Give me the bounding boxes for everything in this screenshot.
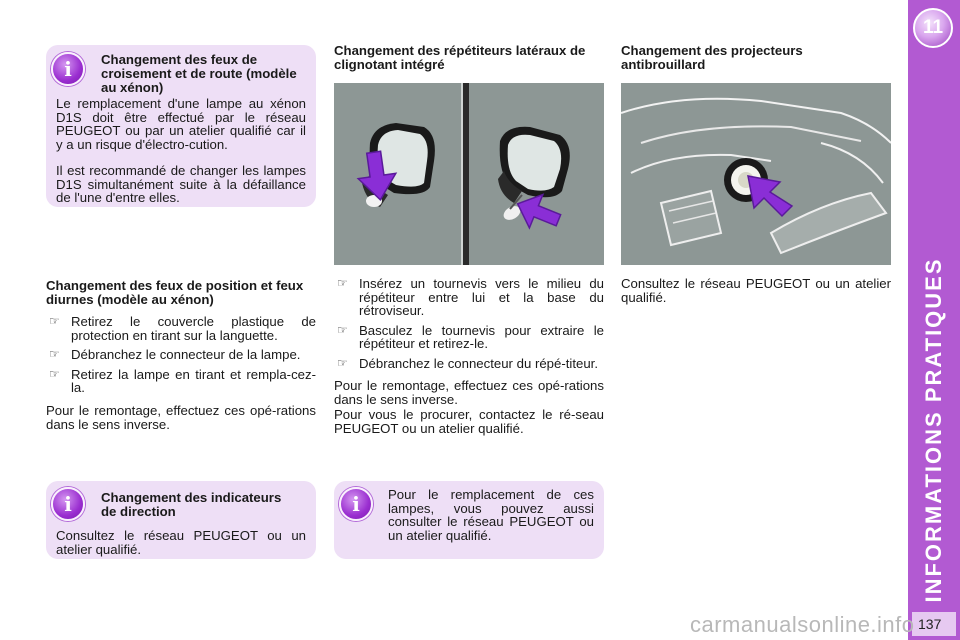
xenon-paragraph-1: Le remplacement d'une lampe au xénon D1S doit être effectué par le réseau PEUGEOT ou par un atelier qualifié car il y a un risque d'électro-cution. xyxy=(56,96,306,152)
direction-arrow-icon xyxy=(514,188,564,232)
direction-arrow-icon xyxy=(354,150,400,202)
repeaters-heading: Changement des répétiteurs latéraux de clignotant intégré xyxy=(334,43,586,72)
pointing-finger-icon: ☞ xyxy=(49,347,60,361)
info-icon: i xyxy=(51,487,85,521)
info-icon: i xyxy=(339,487,373,521)
list-item: ☞ Insérez un tournevis vers le milieu du répétiteur entre lui et la base du rétroviseur. xyxy=(337,276,604,318)
lamps-text: Pour le remplacement de ces lampes, vous pouvez aussi consulter le réseau PEUGEOT ou un atelier qualifié. xyxy=(388,487,594,543)
pointing-finger-icon: ☞ xyxy=(337,276,348,290)
fog-lamps-heading: Changement des projecteurs antibrouillard xyxy=(621,43,803,72)
list-item: ☞ Débranchez le connecteur du répé-titeur. xyxy=(337,355,598,371)
repeaters-paragraph-1: Pour le remontage, effectuez ces opé-rations dans le sens inverse. xyxy=(334,378,604,407)
indicators-heading: Changement des indicateurs de direction xyxy=(101,490,282,519)
list-item: ☞ Débranchez le connecteur de la lampe. xyxy=(49,347,301,362)
section-title: INFORMATIONS PRATIQUES xyxy=(921,257,946,603)
watermark: carmanualsonline.info xyxy=(690,612,915,637)
list-item: ☞ Basculez le tournevis pour extraire le répétiteur et retirez-le. xyxy=(337,322,604,351)
page-number: 137 xyxy=(918,616,942,632)
position-lights-steps xyxy=(46,315,316,401)
info-icon: i xyxy=(51,52,85,86)
xenon-heading: Changement des feux de croisement et de route (modèle au xénon) xyxy=(101,52,297,95)
position-lights-footer: Pour le remontage, effectuez ces opé-rations dans le sens inverse. xyxy=(46,403,316,432)
pointing-finger-icon: ☞ xyxy=(49,366,60,381)
position-lights-heading: Changement des feux de position et feux diurnes (modèle au xénon) xyxy=(46,278,304,307)
list-item: ☞ Retirez la lampe en tirant et rempla-cez-la. xyxy=(49,366,316,395)
pointing-finger-icon: ☞ xyxy=(49,314,60,328)
fog-lamps-text: Consultez le réseau PEUGEOT ou un atelier qualifié. xyxy=(621,276,891,305)
chapter-number-badge xyxy=(913,8,953,48)
list-item: ☞ Retirez le couvercle plastique de protection en tirant sur la languette. xyxy=(49,314,316,343)
chapter-number: 11 xyxy=(922,17,944,38)
direction-arrow-icon xyxy=(740,166,796,222)
pointing-finger-icon: ☞ xyxy=(337,322,348,337)
indicators-text: Consultez le réseau PEUGEOT ou un atelier qualifié. xyxy=(56,528,306,557)
repeaters-steps xyxy=(334,277,604,376)
pointing-finger-icon: ☞ xyxy=(337,355,348,370)
xenon-paragraph-2: Il est recommandé de changer les lampes D1S simultanément suite à la défaillance de l'une d'entre elles. xyxy=(56,163,306,205)
repeaters-paragraph-2: Pour vous le procurer, contactez le ré-seau PEUGEOT ou un atelier qualifié. xyxy=(334,407,604,436)
